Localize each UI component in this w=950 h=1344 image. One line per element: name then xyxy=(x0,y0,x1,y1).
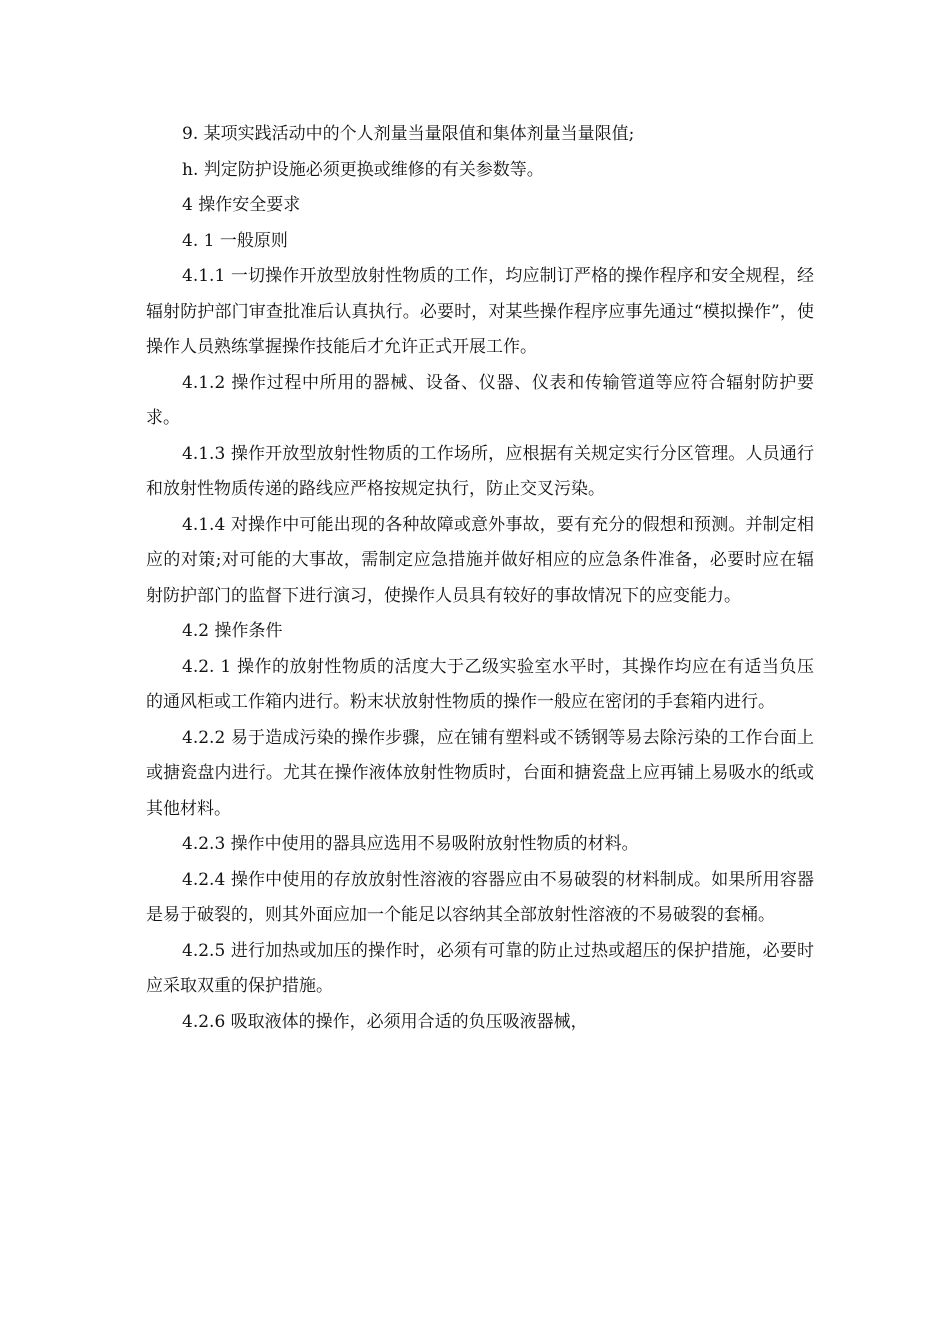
clause-4-2-3: 4.2.3 操作中使用的器具应选用不易吸附放射性物质的材料。 xyxy=(182,834,639,854)
list-item-g: 9. 某项实践活动中的个人剂量当量限值和集体剂量当量限值; xyxy=(182,124,635,144)
section-heading-4-2: 4.2 操作条件 xyxy=(182,621,283,641)
clause-4-1-2: 4.1.2 操作过程中所用的器械、设备、仪器、仪表和传输管道等应符合辐射防护要求。 xyxy=(146,372,814,428)
section-heading-4-1: 4. 1 一般原则 xyxy=(182,230,288,251)
clause-4-2-5: 4.2.5 进行加热或加压的操作时，必须有可靠的防止过热或超压的保护措施，必要时应采取双重的保护措施。 xyxy=(146,940,814,996)
list-item-h: h. 判定防护设施必须更换或维修的有关参数等。 xyxy=(182,159,544,180)
clause-4-2-2: 4.2.2 易于造成污染的操作步骤，应在铺有塑料或不锈钢等易去除污染的工作台面上或搪瓷盘内进行。尤其在操作液体放射性物质时，台面和搪瓷盘上应再铺上易吸水的纸或其他材料。 xyxy=(146,727,814,819)
section-heading-4: 4 操作安全要求 xyxy=(182,195,301,215)
clause-4-2-4: 4.2.4 操作中使用的存放放射性溶液的容器应由不易破裂的材料制成。如果所用容器是易于破裂的，则其外面应加一个能足以容纳其全部放射性溶液的不易破裂的套桶。 xyxy=(146,869,814,925)
clause-4-1-1: 4.1.1 一切操作开放型放射性物质的工作，均应制订严格的操作程序和安全规程，经辐射防护部门审查批准后认真执行。必要时，对某些操作程序应事先通过“模拟操作”，使操作人员熟练掌握操作技能后才允许正式开展工作。 xyxy=(146,266,814,357)
clause-4-1-4: 4.1.4 对操作中可能出现的各种故障或意外事故，要有充分的假想和预测。并制定相应的对策;对可能的大事故，需制定应急措施并做好相应的应急条件准备，必要时应在辐射防护部门的监督下进行演习，使操作人员具有较好的事故情况下的应变能力。 xyxy=(146,514,814,606)
clause-4-2-6: 4.2.6 吸取液体的操作，必须用合适的负压吸液器械， xyxy=(182,1011,588,1032)
clause-4-1-3: 4.1.3 操作开放型放射性物质的工作场所，应根据有关规定实行分区管理。人员通行和放射性物质传递的路线应严格按规定执行，防止交叉污染。 xyxy=(146,443,814,499)
clause-4-2-1: 4.2. 1 操作的放射性物质的活度大于乙级实验室水平时，其操作均应在有适当负压的通风柜或工作箱内进行。粉末状放射性物质的操作一般应在密闭的手套箱内进行。 xyxy=(146,656,814,712)
document-page xyxy=(146,117,814,1040)
